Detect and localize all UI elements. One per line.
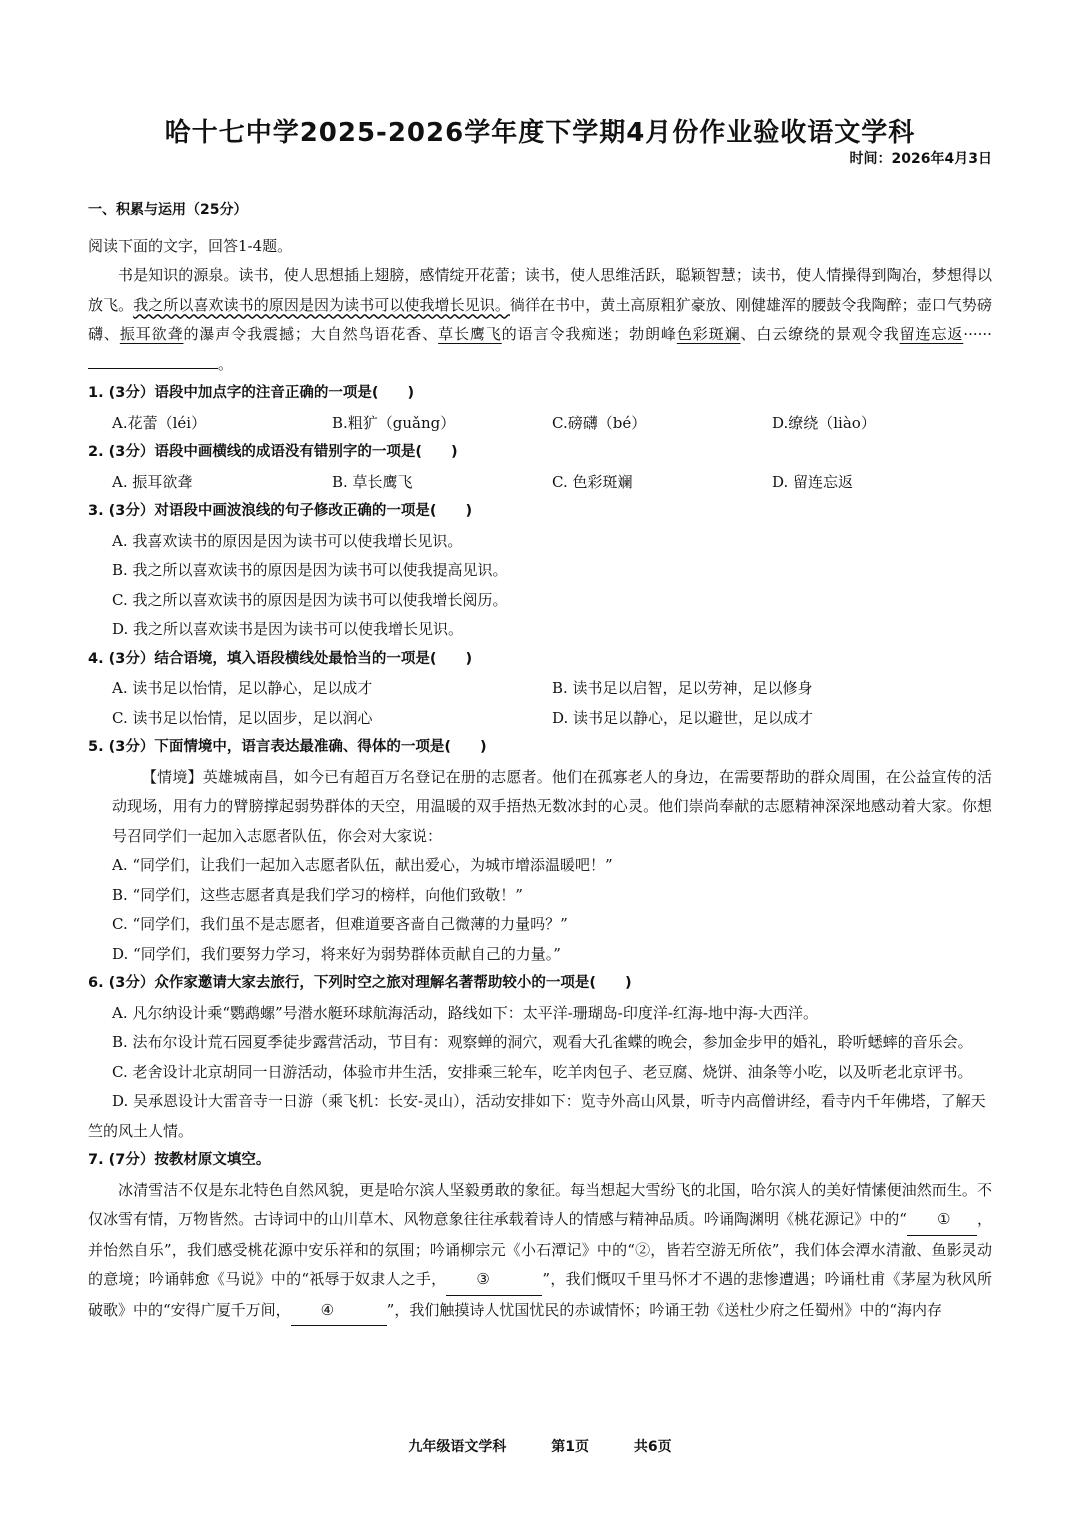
idiom-underlined: 留连忘返 — [899, 325, 964, 343]
question-2-options — [88, 468, 992, 498]
option-c[interactable]: C. 读书足以怡情，足以固步，足以润心 — [112, 708, 373, 727]
option-a[interactable]: A. 凡尔纳设计乘“鹦鹉螺”号潜水艇环球航海活动，路线如下：太平洋-珊瑚岛-印度洋-红海-地中海-大西洋。 — [112, 1003, 819, 1022]
option-c[interactable]: C. 老舍设计北京胡同一日游活动，体验市井生活，安排乘三轮车，吃羊肉包子、老豆腐、烧饼、油条等小吃，以及听老北京评书。 — [112, 1062, 973, 1081]
passage-text: 书是知识的源泉。读书，使人思想插上翅膀，感情绽开花蕾；读书，使人思维活跃，聪颖智慧；读书，使人情操得到陶冶，梦想得以放飞。 — [88, 266, 992, 314]
footer-grade: 九年级语文学科 — [408, 1439, 507, 1455]
option-a[interactable]: A. 我喜欢读书的原因是因为读书可以使我增长见识。 — [112, 531, 463, 550]
passage-text: ······ — [963, 325, 992, 343]
exam-content — [88, 196, 992, 1326]
option-b[interactable]: B. 读书足以启智，足以劳神，足以修身 — [552, 679, 813, 697]
option-d[interactable]: D. 读书足以静心，足以避世，足以成才 — [552, 708, 814, 727]
fill-blank[interactable] — [88, 350, 218, 369]
option-c[interactable]: C.磅礴（bé） — [552, 413, 647, 432]
passage-text: ，皆若空游无所依”，我们体会潭水清澈、鱼影灵动的意境；吟诵韩愈《马说》中的“祇辱于奴隶人之手， — [88, 1240, 992, 1288]
question-6-stem: 6. (3分）众作家邀请大家去旅行，下列时空之旅对理解名著帮助较小的一项是( ) — [88, 975, 632, 991]
situation-text: 【情境】英雄城南昌，如今已有超百万名登记在册的志愿者。他们在孤寡老人的身边，在需要帮助的群众周围，在公益宣传的活动现场，用有力的臂膀撑起弱势群体的天空，用温暖的双手捂热无数冰封的心灵。他们崇尚奉献的志愿精神深深地感动着大家。你想号召同学们一起加入志愿者队伍，你会对大家说： — [112, 767, 992, 845]
fill-blank-4[interactable]: ④ — [291, 1296, 387, 1327]
footer-total-pages: 共6页 — [633, 1439, 672, 1455]
option-c[interactable]: C. 我之所以喜欢读书的原因是因为读书可以使我增长阅历。 — [112, 590, 508, 609]
option-d[interactable]: D.缭绕（liào） — [772, 413, 876, 432]
passage-text: 。 — [218, 354, 234, 373]
passage-text: ”，我们慨叹千里马怀才不遇的悲惨遭遇；吟诵杜甫《茅屋为秋风所破歌》中的“安得广厦千万间， — [88, 1270, 993, 1319]
question-5-stem: 5. (3分）下面情境中，语言表达最准确、得体的一项是( ) — [88, 739, 487, 755]
option-d[interactable]: D. 我之所以喜欢读书是因为读书可以使我增长见识。 — [112, 620, 464, 638]
option-b[interactable]: B. “同学们，这些志愿者真是我们学习的榜样，向他们致敬！” — [112, 885, 523, 904]
question-3-stem: 3. (3分）对语段中画波浪线的句子修改正确的一项是( ) — [88, 503, 473, 519]
option-d[interactable]: D. 留连忘返 — [772, 472, 854, 491]
fill-blank-1[interactable]: ① — [907, 1205, 977, 1236]
option-a[interactable]: A. “同学们，让我们一起加入志愿者队伍，献出爱心，为城市增添温暖吧！” — [112, 856, 613, 874]
reading-passage — [88, 261, 992, 379]
question-7-passage — [88, 1176, 992, 1327]
footer-page-number: 第1页 — [551, 1439, 589, 1455]
question-1-stem: 1. (3分）语段中加点字的注音正确的一项是( ) — [88, 385, 415, 401]
option-d[interactable]: D. 吴承恩设计大雷音寺一日游（乘飞机：长安-灵山），活动安排如下：览寺外高山风景，听寺内高僧讲经，看寺内千年佛塔，了解天竺的风土人情。 — [88, 1092, 986, 1140]
passage-text: ，并怡然自乐”，我们感受桃花源中安乐祥和的氛围；吟诵柳宗元《小石潭记》中的“ — [88, 1210, 992, 1259]
option-a[interactable]: A.花蕾（léi） — [112, 413, 207, 432]
option-a[interactable]: A. 读书足以怡情，足以静心，足以成才 — [112, 679, 373, 697]
page-footer — [0, 1436, 1080, 1456]
option-b[interactable]: B. 草长鹰飞 — [332, 472, 413, 491]
question-7-stem: 7. (7分）按教材原文填空。 — [88, 1152, 271, 1168]
passage-text: ”，我们触摸诗人忧国忧民的赤诚情怀；吟诵王勃《送杜少府之任蜀州》中的“海内存 — [386, 1300, 943, 1319]
question-2-stem: 2. (3分）语段中画横线的成语没有错别字的一项是( ) — [88, 444, 458, 460]
fill-blank-3[interactable]: ③ — [446, 1265, 542, 1296]
passage-text: 、白云缭绕的景观令我 — [740, 325, 900, 343]
section-heading: 一、积累与运用（25分） — [88, 202, 248, 218]
option-c[interactable]: C. “同学们，我们虽不是志愿者，但难道要吝啬自己微薄的力量吗？” — [112, 915, 568, 933]
idiom-underlined: 色彩斑斓 — [676, 325, 741, 343]
option-b[interactable]: B.粗犷（guǎng） — [332, 413, 456, 432]
option-a[interactable]: A. 振耳欲聋 — [112, 472, 193, 491]
exam-title: 哈十七中学2025-2026学年度下学期4月份作业验收语文学科 — [164, 118, 916, 148]
question-4-stem: 4. (3分）结合语境，填入语段横线处最恰当的一项是( ) — [88, 650, 473, 667]
option-d[interactable]: D. “同学们，我们要努力学习，将来好为弱势群体贡献自己的力量。” — [112, 944, 561, 963]
exam-date: 时间：2026年4月3日 — [849, 151, 992, 167]
passage-text: 徜徉在书中，黄土高原粗犷豪放、刚健雄浑的腰鼓令我陶醉；壶口气势磅礴、 — [88, 295, 992, 343]
passage-text: 冰清雪洁不仅是东北特色自然风貌，更是哈尔滨人坚毅勇敢的象征。每当想起大雪纷飞的北国，哈尔滨人的美好情愫便油然而生。不仅冰雪有情，万物皆然。古诗词中的山川草木、风物意象往往承载着诗人的情感与精神品质。吟诵陶渊明《桃花源记》中的“ — [88, 1180, 992, 1228]
reading-intro: 阅读下面的文字，回答1-4题。 — [88, 236, 293, 255]
option-b[interactable]: B. 我之所以喜欢读书的原因是因为读书可以使我提高见识。 — [112, 561, 508, 579]
option-c[interactable]: C. 色彩斑斓 — [552, 472, 633, 491]
passage-text: 的瀑声令我震撼；大自然鸟语花香、 — [183, 325, 439, 343]
idiom-underlined: 振耳欲聋 — [119, 325, 184, 343]
option-b[interactable]: B. 法布尔设计荒石园夏季徒步露营活动，节目有：观察蝉的洞穴，观看大孔雀蝶的晚会，参加金步甲的婚礼，聆听蟋蟀的音乐会。 — [112, 1033, 973, 1051]
question-4-options — [88, 674, 992, 733]
question-1-options — [88, 409, 992, 439]
wavy-sentence: 我之所以喜欢读书的原因是因为读书可以使我增长见识。 — [133, 295, 510, 314]
idiom-underlined: 草长鹰飞 — [438, 325, 502, 343]
passage-text: 的语言令我痴迷；勃朗峰 — [501, 325, 677, 343]
fill-blank-2[interactable]: ② — [634, 1240, 651, 1259]
